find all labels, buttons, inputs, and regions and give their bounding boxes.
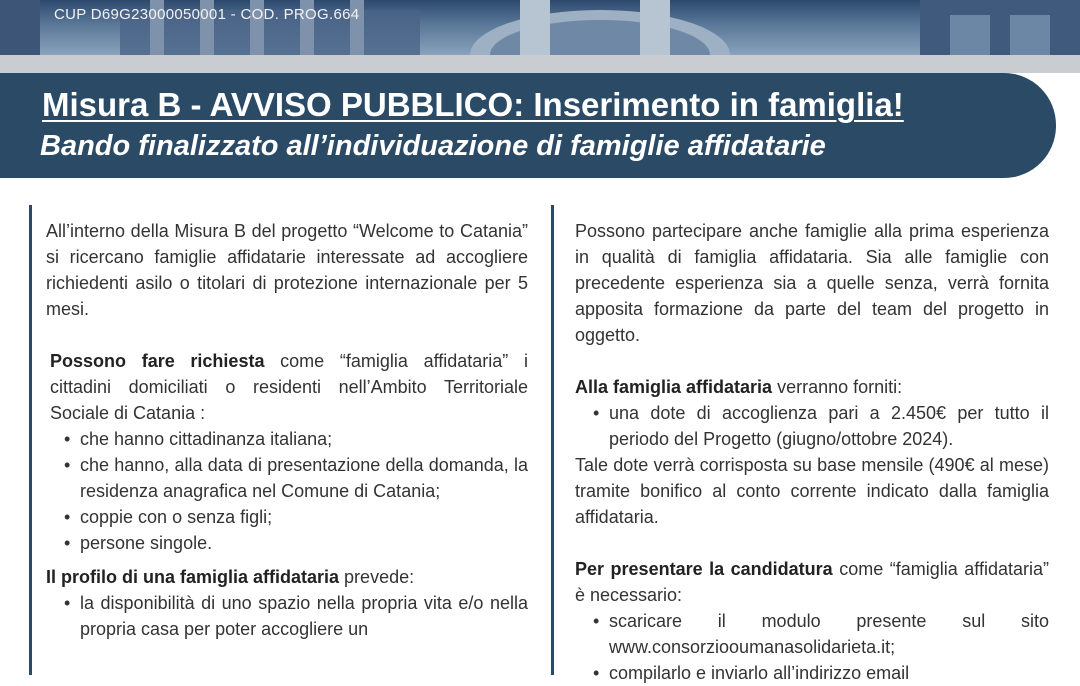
page-subtitle: Bando finalizzato all’individuazione di famiglie affidatarie <box>40 130 826 162</box>
intro-paragraph: All’interno della Misura B del progetto “Welcome to Catania” si ricercano famiglie affidatarie interessate ad accogliere richiedenti asilo o titolari di protezione internazionale per 5 mesi. <box>46 221 528 319</box>
page-title: Misura B - AVVISO PUBBLICO: Inserimento in famiglia! <box>42 86 904 123</box>
list-item: • una dote di accoglienza pari a 2.450€ per tutto il periodo del Progetto (giugno/ottobre 2024). <box>575 400 1049 452</box>
profile-paragraph <box>46 564 528 590</box>
eligibility-list <box>46 426 528 556</box>
provided-list <box>575 400 1049 452</box>
right-column <box>575 218 1049 686</box>
payment-paragraph: Tale dote verrà corrisposta su base mensile (490€ al mese) tramite bonifico al conto corrente indicato dalla famiglia affidataria. <box>575 455 1049 527</box>
right-column-border <box>551 205 554 675</box>
list-item: • persone singole. <box>46 530 528 556</box>
eligibility-paragraph <box>46 348 528 426</box>
profile-list <box>46 590 528 642</box>
list-item: • che hanno cittadinanza italiana; <box>46 426 528 452</box>
provided-heading: Alla famiglia affidataria <box>575 377 773 397</box>
apply-heading: Per presentare la candidatura <box>575 559 833 579</box>
apply-paragraph <box>575 556 1049 608</box>
list-item: • scaricare il modulo presente sul sito www.consorziooumanasolidarieta.it; <box>575 608 1049 660</box>
left-column-border <box>29 205 32 675</box>
participation-paragraph: Possono partecipare anche famiglie alla prima esperienza in qualità di famiglia affidataria. Sia alle famiglie con precedente esperienza sia a quelle senza, verrà fornita apposita formazione da parte del team del progetto in oggetto. <box>575 221 1049 345</box>
divider-strip <box>0 55 1080 73</box>
provided-text: verranno forniti: <box>772 377 903 397</box>
list-item: • che hanno, alla data di presentazione della domanda, la residenza anagrafica nel Comune di Catania; <box>46 452 528 504</box>
apply-list <box>575 608 1049 686</box>
list-item: • la disponibilità di uno spazio nella propria vita e/o nella propria casa per poter accogliere un <box>46 590 528 642</box>
profile-text: prevede: <box>339 567 415 587</box>
header-photo-band <box>0 0 1080 55</box>
list-item: • coppie con o senza figli; <box>46 504 528 530</box>
left-column <box>46 218 528 642</box>
eligibility-text: come “famiglia affidataria” i cittadini domiciliati o residenti nell’Ambito Territoriale Sociale di Catania : <box>50 351 528 423</box>
cup-code: CUP D69G23000050001 - COD. PROG.664 <box>54 6 360 23</box>
eligibility-heading: Possono fare richiesta <box>50 351 265 371</box>
profile-heading: Il profilo di una famiglia affidataria <box>46 567 340 587</box>
apply-text: come “famiglia affidataria” è necessario: <box>575 559 1049 605</box>
provided-paragraph <box>575 374 1049 400</box>
list-item: • compilarlo e inviarlo all’indirizzo email <box>575 660 1049 686</box>
